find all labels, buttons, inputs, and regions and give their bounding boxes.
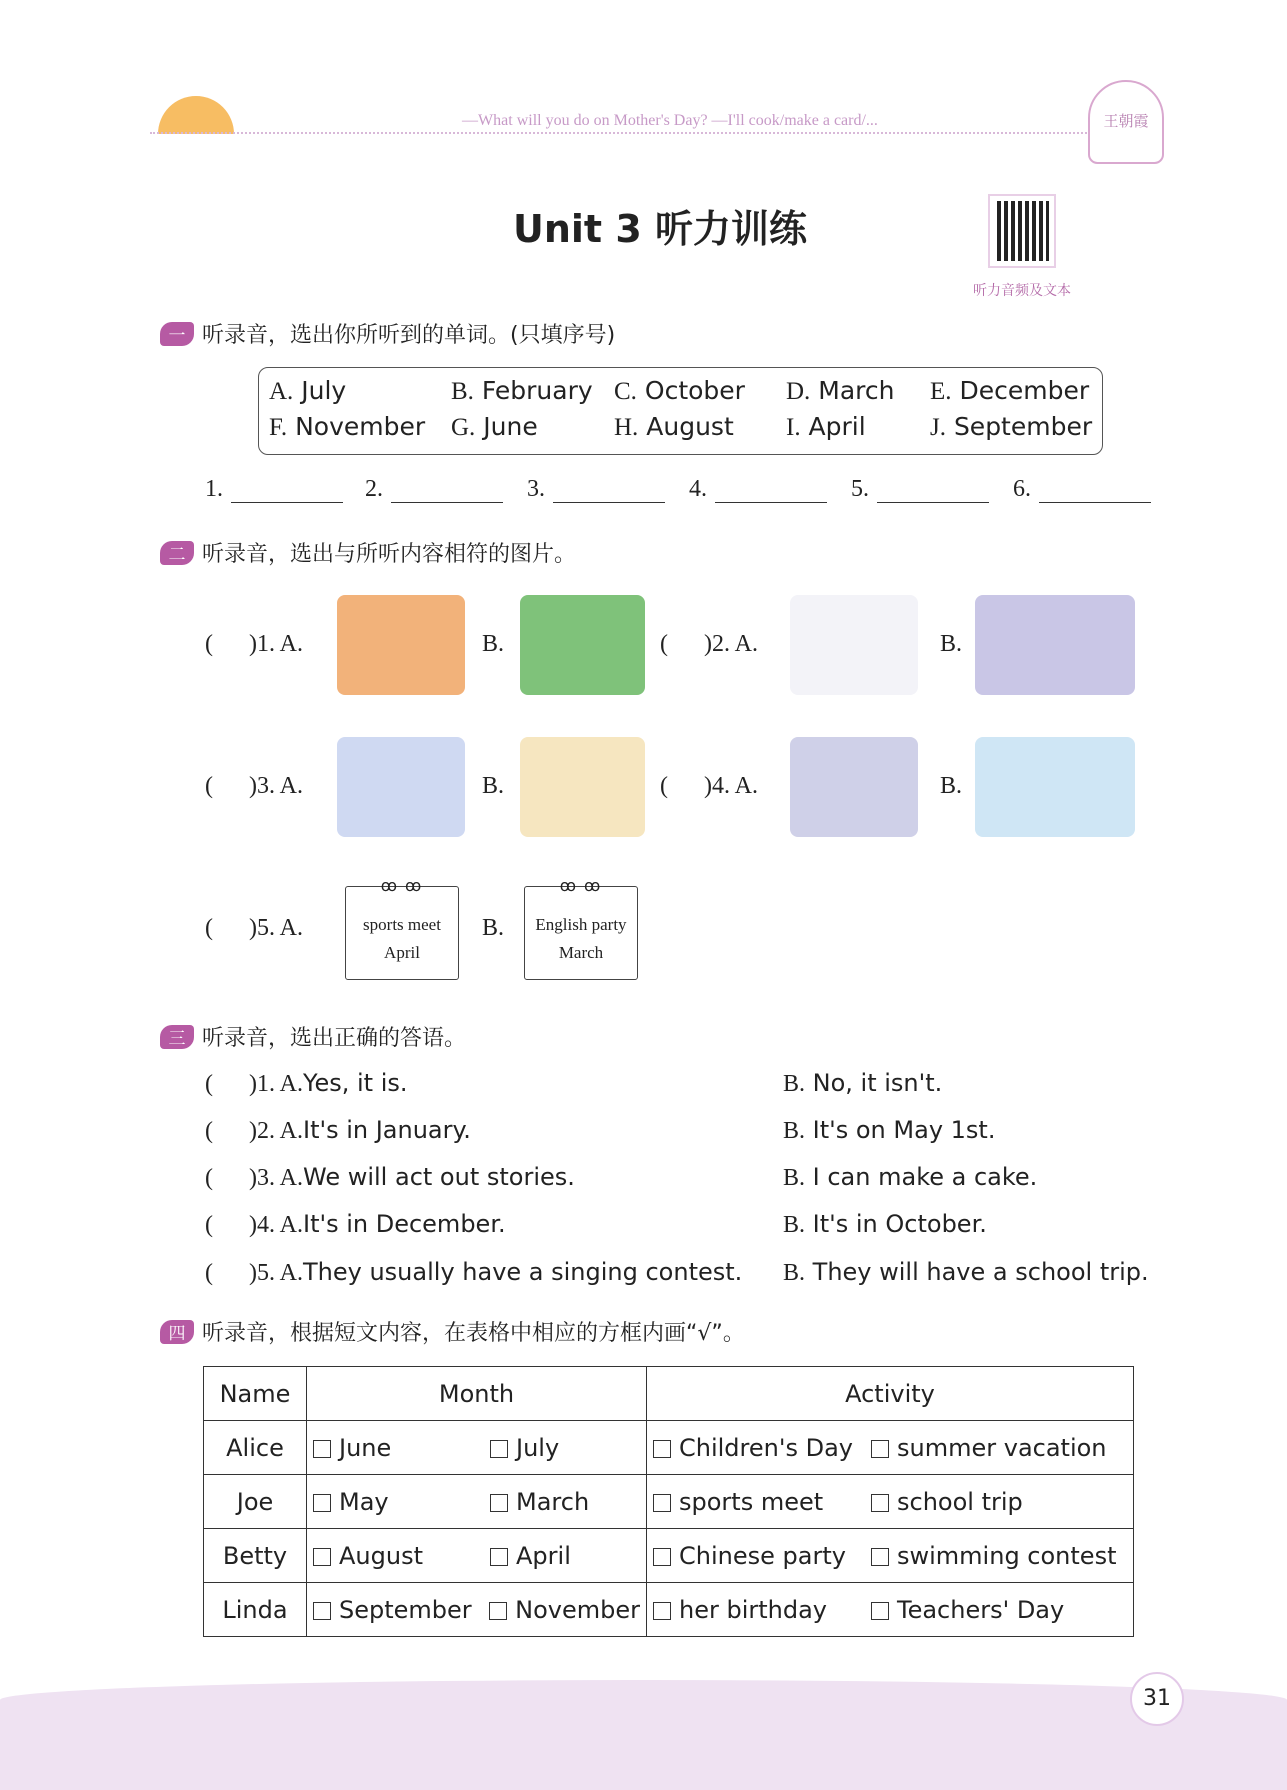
word-options-box bbox=[258, 367, 1103, 455]
table-row bbox=[204, 1421, 1134, 1475]
answer-b: They will have a school trip. bbox=[812, 1258, 1149, 1286]
activity-option: summer vacation bbox=[897, 1433, 1107, 1462]
activity-option: Children's Day bbox=[679, 1433, 853, 1462]
answer-a: It's in January. bbox=[303, 1116, 471, 1144]
question-label: ( )4. A. bbox=[205, 1212, 303, 1238]
option-word: June bbox=[483, 412, 538, 441]
checkbox[interactable] bbox=[653, 1440, 671, 1458]
checkbox[interactable] bbox=[653, 1548, 671, 1566]
birthday-cake-picture bbox=[520, 737, 645, 837]
question-label: ( )3. A. bbox=[205, 1165, 303, 1191]
option-letter: A. bbox=[269, 378, 294, 405]
month-option: August bbox=[339, 1541, 423, 1570]
answer-option-a bbox=[205, 1210, 506, 1239]
blank-line[interactable] bbox=[1039, 477, 1151, 503]
section-number: 四 bbox=[160, 1320, 194, 1344]
section2-header bbox=[160, 537, 576, 568]
option-letter: E. bbox=[930, 378, 952, 405]
option-letter: G. bbox=[451, 414, 476, 441]
answer-table bbox=[203, 1366, 1134, 1637]
word-option bbox=[614, 412, 734, 442]
blank-line[interactable] bbox=[715, 477, 827, 503]
picture-question bbox=[205, 631, 303, 658]
answer-blank[interactable] bbox=[689, 476, 827, 503]
christmas-tree-picture bbox=[520, 595, 645, 695]
answer-a: It's in December. bbox=[303, 1210, 506, 1238]
blank-label: 5. bbox=[851, 476, 869, 502]
option-b-label: B. bbox=[482, 631, 505, 657]
sun-decoration bbox=[158, 96, 234, 172]
option-letter: B. bbox=[783, 1212, 806, 1238]
answer-b: I can make a cake. bbox=[812, 1163, 1038, 1191]
family-dinner-picture bbox=[975, 595, 1135, 695]
checkbox[interactable] bbox=[313, 1440, 331, 1458]
option-word: October bbox=[644, 376, 745, 405]
page-title: Unit 3 听力训练 bbox=[513, 207, 807, 251]
table-row bbox=[204, 1529, 1134, 1583]
thanksgiving-turkey-picture bbox=[337, 595, 465, 695]
note-line: March bbox=[558, 943, 604, 962]
section3-header bbox=[160, 1021, 466, 1052]
checkbox[interactable] bbox=[313, 1548, 331, 1566]
answer-blank[interactable] bbox=[205, 476, 343, 503]
picture-question bbox=[205, 773, 303, 800]
option-letter: I. bbox=[786, 414, 801, 441]
word-option bbox=[930, 412, 1092, 442]
section-number: 二 bbox=[160, 541, 194, 565]
header-month: Month bbox=[307, 1367, 647, 1421]
answer-option-a bbox=[205, 1163, 575, 1192]
answer-option-a bbox=[205, 1258, 742, 1287]
checkbox[interactable] bbox=[490, 1494, 508, 1512]
checkbox[interactable] bbox=[871, 1494, 889, 1512]
blank-label: 1. bbox=[205, 476, 223, 502]
section-number: 三 bbox=[160, 1025, 194, 1049]
answer-option-b bbox=[783, 1258, 1149, 1287]
question-label: ( )4. A. bbox=[660, 773, 758, 799]
option-word: April bbox=[808, 412, 866, 441]
answer-blank[interactable] bbox=[365, 476, 503, 503]
option-letter: B. bbox=[783, 1165, 806, 1191]
question-label: ( )2. A. bbox=[660, 631, 758, 657]
option-b-label: B. bbox=[940, 773, 963, 799]
option-word: September bbox=[953, 412, 1093, 441]
section4-header bbox=[160, 1316, 745, 1347]
option-word: August bbox=[646, 412, 734, 441]
header-divider bbox=[150, 132, 1090, 134]
section-title: 听录音，根据短文内容，在表格中相应的方框内画“√”。 bbox=[202, 1321, 745, 1346]
answer-blank[interactable] bbox=[851, 476, 989, 503]
option-word: March bbox=[818, 376, 895, 405]
word-option bbox=[451, 376, 593, 406]
swimming-picture bbox=[975, 737, 1135, 837]
answer-a: They usually have a singing contest. bbox=[303, 1258, 743, 1286]
answer-b: It's in October. bbox=[812, 1210, 987, 1238]
option-letter: J. bbox=[930, 414, 946, 441]
picture-question bbox=[205, 915, 303, 942]
header-subtitle: —What will you do on Mother's Day? —I'll cook/make a card/... bbox=[462, 112, 878, 129]
section-title: 听录音，选出你所听到的单词。(只填序号) bbox=[202, 323, 616, 348]
note-line: ꝏ ꝏ English party bbox=[535, 915, 627, 934]
option-word: December bbox=[959, 376, 1090, 405]
answer-option-a bbox=[205, 1069, 408, 1098]
name-cell: Betty bbox=[204, 1529, 307, 1583]
option-b-label: B. bbox=[940, 631, 963, 657]
blank-line[interactable] bbox=[553, 477, 665, 503]
word-option bbox=[451, 412, 538, 442]
blank-line[interactable] bbox=[231, 477, 343, 503]
section-title: 听录音，选出正确的答语。 bbox=[202, 1026, 467, 1051]
picture-question bbox=[660, 631, 758, 658]
note-card-a bbox=[345, 886, 459, 980]
word-option bbox=[786, 376, 894, 406]
answer-a: Yes, it is. bbox=[303, 1069, 408, 1097]
question-label: ( )2. A. bbox=[205, 1118, 303, 1144]
note-line: ꝏ ꝏ sports meet bbox=[363, 915, 441, 934]
blank-label: 6. bbox=[1013, 476, 1031, 502]
activity-option: Teachers' Day bbox=[897, 1595, 1065, 1624]
option-letter: C. bbox=[614, 378, 637, 405]
blank-label: 2. bbox=[365, 476, 383, 502]
checkbox[interactable] bbox=[313, 1602, 331, 1620]
question-label: ( )5. A. bbox=[205, 915, 303, 941]
activity-option: her birthday bbox=[679, 1595, 828, 1624]
checkbox[interactable] bbox=[313, 1494, 331, 1512]
qr-code[interactable] bbox=[988, 194, 1056, 268]
blank-label: 4. bbox=[689, 476, 707, 502]
word-option bbox=[930, 376, 1089, 406]
checkbox[interactable] bbox=[653, 1602, 671, 1620]
question-label: ( )3. A. bbox=[205, 773, 303, 799]
month-option: November bbox=[515, 1595, 640, 1624]
option-b-label: B. bbox=[482, 773, 505, 799]
table-row bbox=[204, 1475, 1134, 1529]
month-option: September bbox=[339, 1595, 472, 1624]
month-option: June bbox=[339, 1433, 392, 1462]
option-word: February bbox=[481, 376, 593, 405]
option-letter: D. bbox=[786, 378, 811, 405]
option-letter: H. bbox=[614, 414, 639, 441]
month-option: May bbox=[339, 1487, 389, 1516]
answer-blank[interactable] bbox=[527, 476, 665, 503]
option-letter: B. bbox=[783, 1071, 806, 1097]
answer-option-b bbox=[783, 1069, 942, 1098]
great-wall-picture bbox=[790, 737, 918, 837]
checkbox[interactable] bbox=[489, 1602, 507, 1620]
answer-b: It's on May 1st. bbox=[812, 1116, 996, 1144]
question-label: ( )1. A. bbox=[205, 631, 303, 657]
publisher-logo: 王朝霞 bbox=[1088, 80, 1164, 164]
activity-option: sports meet bbox=[679, 1487, 824, 1516]
answer-a: We will act out stories. bbox=[303, 1163, 575, 1191]
note-card-b bbox=[524, 886, 638, 980]
activity-option: swimming contest bbox=[897, 1541, 1117, 1570]
option-letter: F. bbox=[269, 414, 288, 441]
section-title: 听录音，选出与所听内容相符的图片。 bbox=[202, 542, 577, 567]
table-row bbox=[204, 1583, 1134, 1637]
blank-line[interactable] bbox=[391, 477, 503, 503]
name-cell: Alice bbox=[204, 1421, 307, 1475]
checkbox[interactable] bbox=[871, 1602, 889, 1620]
section-number: 一 bbox=[160, 322, 194, 346]
answer-option-b bbox=[783, 1163, 1037, 1192]
option-word: November bbox=[295, 412, 426, 441]
month-option: July bbox=[516, 1433, 560, 1462]
option-b-label: B. bbox=[482, 915, 505, 941]
header-name: Name bbox=[204, 1367, 307, 1421]
header-activity: Activity bbox=[647, 1367, 1134, 1421]
blank-label: 3. bbox=[527, 476, 545, 502]
word-option bbox=[614, 376, 745, 406]
answer-option-a bbox=[205, 1116, 471, 1145]
answer-option-b bbox=[783, 1210, 987, 1239]
boy-cooking-picture bbox=[337, 737, 465, 837]
name-cell: Linda bbox=[204, 1583, 307, 1637]
qr-caption: 听力音频及文本 bbox=[973, 283, 1071, 299]
answer-b: No, it isn't. bbox=[812, 1069, 943, 1097]
option-letter: B. bbox=[783, 1118, 806, 1144]
page-number: 31 bbox=[1130, 1672, 1184, 1726]
checkbox[interactable] bbox=[871, 1548, 889, 1566]
checkbox[interactable] bbox=[490, 1440, 508, 1458]
activity-option: school trip bbox=[897, 1487, 1023, 1516]
note-line: April bbox=[384, 943, 420, 962]
option-letter: B. bbox=[451, 378, 474, 405]
month-option: April bbox=[516, 1541, 571, 1570]
section1-header bbox=[160, 318, 615, 349]
picture-question bbox=[660, 773, 758, 800]
answer-option-b bbox=[783, 1116, 995, 1145]
footer-decoration bbox=[0, 1680, 1287, 1790]
option-word: July bbox=[301, 376, 347, 405]
option-letter: B. bbox=[783, 1260, 806, 1286]
teachers-day-picture bbox=[790, 595, 918, 695]
question-label: ( )1. A. bbox=[205, 1071, 303, 1097]
answer-blank[interactable] bbox=[1013, 476, 1151, 503]
name-cell: Joe bbox=[204, 1475, 307, 1529]
checkbox[interactable] bbox=[490, 1548, 508, 1566]
word-option bbox=[786, 412, 866, 442]
activity-option: Chinese party bbox=[679, 1541, 846, 1570]
month-option: March bbox=[516, 1487, 590, 1516]
checkbox[interactable] bbox=[871, 1440, 889, 1458]
question-label: ( )5. A. bbox=[205, 1260, 303, 1286]
word-option bbox=[269, 412, 425, 442]
checkbox[interactable] bbox=[653, 1494, 671, 1512]
word-option bbox=[269, 376, 346, 406]
blank-line[interactable] bbox=[877, 477, 989, 503]
